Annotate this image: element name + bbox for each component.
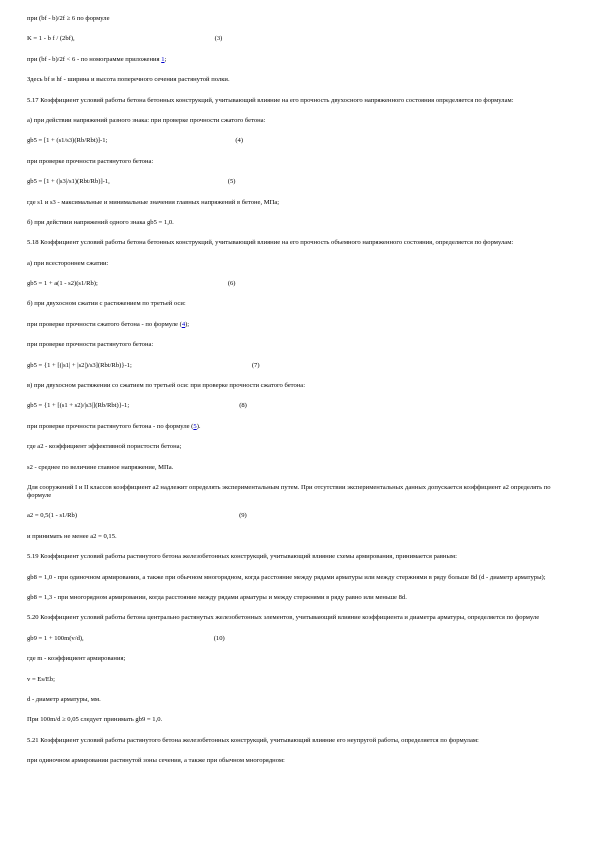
cross-reference-link[interactable]: 1	[161, 55, 165, 63]
formula-number: (7)	[251, 361, 260, 369]
formula-number: (9)	[239, 512, 247, 520]
formula-number: (8)	[239, 402, 247, 410]
formula-line	[27, 362, 572, 370]
paragraph: 5.21 Коэффициент условий работы растянутого бетона железобетонных конструкций, учитывающий влияние его неупругой работы, определяется по формулам:	[27, 736, 479, 744]
paragraph: 5.18 Коэффициент условий работы бетона бетонных конструкций, учитывающий влияние на его прочность объемного напряженного состояния, определяется по формулам:	[27, 239, 514, 247]
paragraph: б) при двухосном сжатии с растяжением по третьей оси:	[27, 300, 186, 308]
formula-text: gb9 = 1 + 100m(v/d),	[27, 634, 84, 642]
formula-text: gb5 = {1 + [(s1 + s2)/|s3|](Rb/Rbt)}-1;	[27, 402, 130, 410]
paragraph: 5.17 Коэффициент условий работы бетона бетонных конструкций, учитывающий влияние на его прочность двухосного напряженного состояния определяется по формулам:	[27, 96, 514, 104]
paragraph-text: );	[185, 320, 190, 328]
paragraph-text: ;	[164, 55, 167, 63]
paragraph-text: ).	[196, 422, 201, 430]
paragraph: v = Es/Eb;	[27, 675, 55, 683]
formula-text: gb5 = 1 + a(1 - s2)(s1/Rb);	[27, 280, 98, 288]
formula-number: (10)	[213, 634, 225, 642]
paragraph-text: при (bf - b)/2f < 6 - по номограмме приложения	[27, 55, 162, 63]
paragraph: где s1 и s3 - максимальные и минимальные значения главных напряжений в бетоне, МПа;	[27, 198, 280, 206]
formula-line	[27, 35, 572, 43]
paragraph: а) при действии напряжений разного знака: при проверке прочности сжатого бетона:	[27, 116, 266, 124]
paragraph: в) при двухосном растяжении со сжатием по третьей оси: при проверке прочности сжатого бетона:	[27, 382, 306, 390]
paragraph: при проверке прочности растянутого бетона:	[27, 341, 154, 349]
formula-line	[27, 280, 572, 288]
formula-line	[27, 402, 572, 410]
paragraph: где m - коэффициент армирования;	[27, 655, 126, 663]
formula-number: (6)	[227, 280, 236, 288]
paragraph-with-link	[27, 423, 572, 431]
formula-number: (4)	[235, 137, 244, 145]
paragraph-text: при проверке прочности растянутого бетона - по формуле (	[27, 422, 194, 430]
paragraph: Здесь bf и hf - ширина и высота поперечного сечения растянутой полки.	[27, 76, 230, 84]
paragraph: б) при действии напряжений одного знака gb5 = 1,0.	[27, 218, 174, 226]
formula-text: a2 = 0,5(1 - s1/Rb)	[27, 512, 78, 520]
cross-reference-link[interactable]: 5	[193, 422, 197, 430]
paragraph: и принимать не менее a2 = 0,15.	[27, 532, 117, 540]
paragraph: а) при всестороннем сжатии:	[27, 259, 109, 267]
paragraph: 5.19 Коэффициент условий работы растянутого бетона железобетонных конструкций, учитывающий влияние схемы армирования, принимается равным:	[27, 553, 457, 561]
paragraph: d - диаметр арматуры, мм.	[27, 695, 101, 703]
paragraph: 5.20 Коэффициент условий работы бетона центрально растянутых железобетонных элементов, учитывающий влияние коэффициента и диаметра арматуры, определяется по формуле	[27, 614, 540, 622]
formula-line	[27, 178, 572, 186]
paragraph: gb8 = 1,3 - при многорядном армировании, когда расстояние между рядами арматуры и между стержнями в ряду равно или меньше 8d.	[27, 593, 407, 601]
document-page	[27, 15, 572, 777]
paragraph: Для сооружений I и II классов коэффициент a2 надлежит определять экспериментальным путем. При отсутствии экспериментальных данных допускается коэффициент a2 определять по формуле	[27, 483, 551, 499]
formula-line	[27, 137, 572, 145]
paragraph: При 100m/d ≥ 0,05 следует принимать gb9 = 1,0.	[27, 716, 163, 724]
paragraph: где a2 - коэффициент эффективной пористости бетона;	[27, 443, 182, 451]
formula-text: gb5 = {1 + [(|s1| + |s2|)/s3](Rbt/Rb)}-1;	[27, 361, 132, 369]
paragraph: gb8 = 1,0 - при одиночном армировании, а также при обычном многорядном, когда расстояние между рядами арматуры или между стержнями в ряду больше 8d (d - диаметр арматуры);	[27, 573, 546, 581]
paragraph-with-link	[27, 56, 572, 64]
paragraph: при одиночном армировании растянутой зоны сечения, а также при обычном многорядном:	[27, 757, 285, 765]
formula-line	[27, 635, 572, 643]
paragraph-with-link	[27, 321, 572, 329]
paragraph: s2 - среднее по величине главное напряжение, МПа.	[27, 463, 174, 471]
formula-number: (5)	[227, 178, 236, 186]
paragraph: при проверке прочности растянутого бетона:	[27, 157, 154, 165]
formula-number: (3)	[214, 35, 223, 43]
formula-text: gb5 = [1 + (s1/s3)(Rb/Rbt)]-1;	[27, 137, 108, 145]
cross-reference-link[interactable]: 4	[181, 320, 186, 328]
formula-text: K = 1 - b f / (2bf),	[27, 35, 75, 43]
formula-line	[27, 512, 572, 520]
formula-text: gb5 = [1 + (|s3|/s1)(Rbt/Rb)]-1,	[27, 178, 110, 186]
paragraph-text: при проверке прочности сжатого бетона - по формуле (	[27, 320, 182, 328]
paragraph: при (bf - b)/2f ≥ 6 по формуле	[27, 15, 110, 22]
